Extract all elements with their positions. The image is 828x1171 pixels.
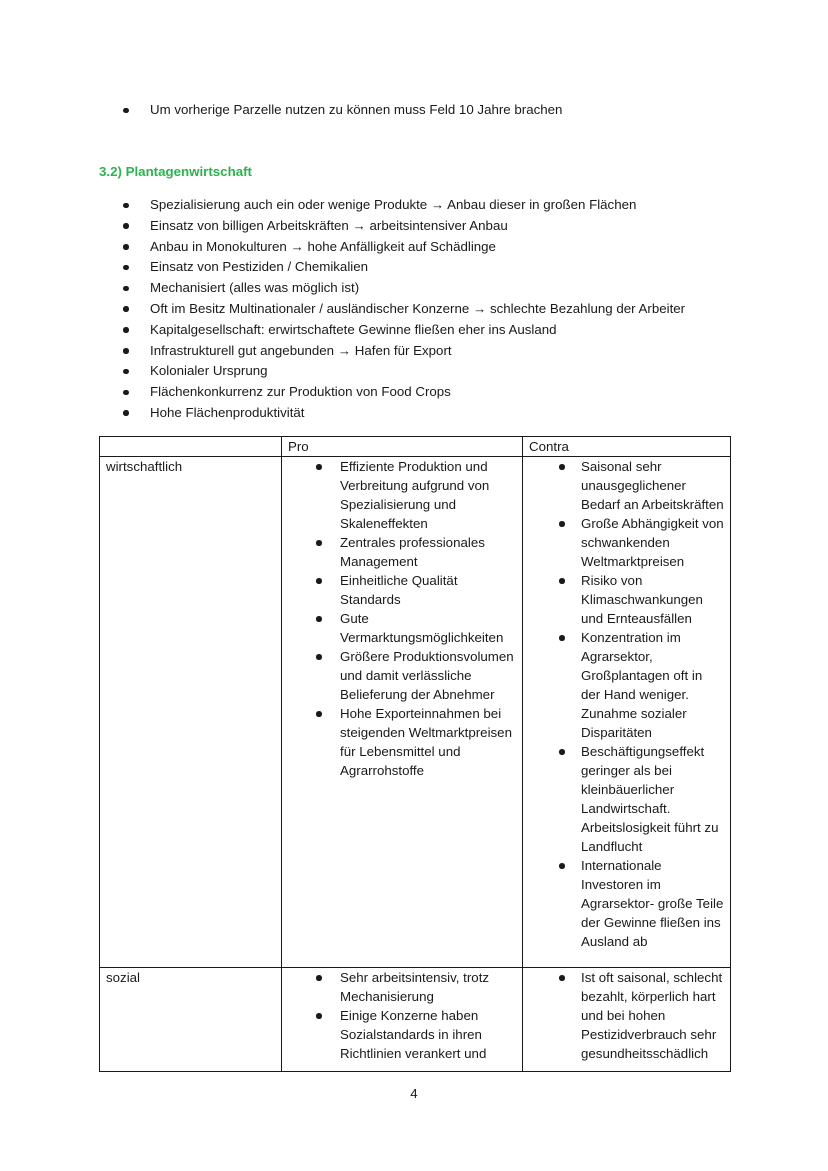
contra-cell [523, 968, 731, 1072]
list-item: Um vorherige Parzelle nutzen zu können muss Feld 10 Jahre brachen [123, 100, 562, 121]
list-item: Einsatz von billigen Arbeitskräften → arbeitsintensiver Anbau [123, 216, 685, 237]
list-item: Kolonialer Ursprung [123, 361, 685, 382]
list-item: Internationale Investoren im Agrarsektor- große Teile der Gewinne fließen ins Ausland ab [529, 856, 724, 951]
list-item: Saisonal sehr unausgeglichener Bedarf an Arbeitskräften [529, 457, 724, 514]
list-item: Flächenkonkurrenz zur Produktion von Food Crops [123, 382, 685, 403]
list-item: Hohe Exporteinnahmen bei steigenden Weltmarktpreisen für Lebensmittel und Agrarrohstoffe [288, 704, 516, 780]
list-item: Spezialisierung auch ein oder wenige Produkte → Anbau dieser in großen Flächen [123, 195, 685, 216]
list-item: Hohe Flächenproduktivität [123, 403, 685, 424]
list-item: Kapitalgesellschaft: erwirtschaftete Gewinne fließen eher ins Ausland [123, 320, 685, 341]
list-item: Gute Vermarktungsmöglichkeiten [288, 609, 516, 647]
list-item: Infrastrukturell gut angebunden → Hafen für Export [123, 341, 685, 362]
table-header-contra: Contra [523, 437, 731, 457]
section-bullet-list [123, 195, 685, 424]
list-item: Zentrales professionales Management [288, 533, 516, 571]
table-header-pro: Pro [282, 437, 523, 457]
list-item: Anbau in Monokulturen → hohe Anfälligkeit auf Schädlinge [123, 237, 685, 258]
list-item: Beschäftigungseffekt geringer als bei kleinbäuerlicher Landwirtschaft. Arbeitslosigkeit führt zu Landflucht [529, 742, 724, 856]
row-label: sozial [100, 968, 282, 1072]
table-header-cell [100, 437, 282, 457]
table-row [100, 968, 731, 1072]
page-number: 4 [410, 1086, 418, 1101]
contra-cell [523, 457, 731, 968]
table-row [100, 457, 731, 968]
list-item: Sehr arbeitsintensiv, trotz Mechanisierung [288, 968, 516, 1006]
list-item: Risiko von Klimaschwankungen und Ernteausfällen [529, 571, 724, 628]
section-heading: 3.2) Plantagenwirtschaft [99, 164, 252, 179]
list-item: Große Abhängigkeit von schwankenden Weltmarktpreisen [529, 514, 724, 571]
list-item: Einige Konzerne haben Sozialstandards in ihren Richtlinien verankert und [288, 1006, 516, 1063]
pro-cell [282, 457, 523, 968]
row-label: wirtschaftlich [100, 457, 282, 968]
list-item: Mechanisiert (alles was möglich ist) [123, 278, 685, 299]
pro-cell [282, 968, 523, 1072]
list-item: Effiziente Produktion und Verbreitung aufgrund von Spezialisierung und Skaleneffekten [288, 457, 516, 533]
top-bullet-list [123, 100, 562, 121]
list-item: Größere Produktionsvolumen und damit verlässliche Belieferung der Abnehmer [288, 647, 516, 704]
list-item: Einsatz von Pestiziden / Chemikalien [123, 257, 685, 278]
list-item: Einheitliche Qualität Standards [288, 571, 516, 609]
table-header-row [100, 437, 731, 457]
pro-contra-table [99, 436, 731, 1072]
list-item: Ist oft saisonal, schlecht bezahlt, körperlich hart und bei hohen Pestizidverbrauch sehr gesundheitsschädlich [529, 968, 724, 1063]
list-item: Konzentration im Agrarsektor, Großplantagen oft in der Hand weniger. Zunahme sozialer Disparitäten [529, 628, 724, 742]
list-item: Oft im Besitz Multinationaler / ausländischer Konzerne → schlechte Bezahlung der Arbeiter [123, 299, 685, 320]
